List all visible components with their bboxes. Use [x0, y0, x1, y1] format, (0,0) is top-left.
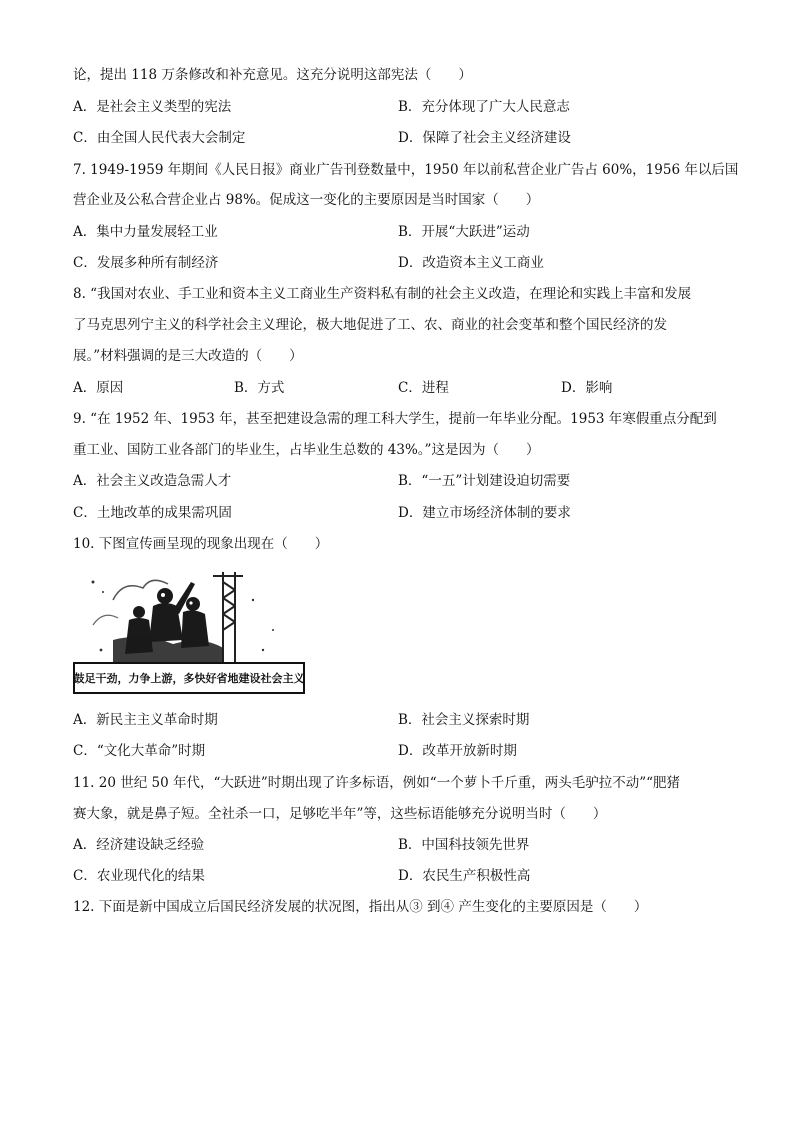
q9-option-a[interactable]: A．社会主义改造急需人才 [73, 473, 232, 489]
poster-caption: 鼓足干劲，力争上游，多快好省地建设社会主义 [73, 672, 305, 685]
q6-option-c[interactable]: C．由全国人民代表大会制定 [73, 130, 246, 146]
q8-stem-line-1: 8. “我国对农业、手工业和资本主义工商业生产资料私有制的社会主义改造，在理论和实践上丰富和发展 [73, 286, 692, 302]
q10-option-c[interactable]: C．“文化大革命”时期 [73, 743, 206, 759]
q11-stem-line-2: 赛大象，就是鼻子短。全社杀一口，足够吃半年”等，这些标语能够充分说明当时（ ） [73, 806, 607, 822]
q6-stem: 论，提出 118 万条修改和补充意见。这充分说明这部宪法（ ） [73, 67, 472, 83]
q7-stem-line-2: 营企业及公私合营企业占 98%。促成这一变化的主要原因是当时国家（ ） [73, 192, 540, 208]
q7-option-d[interactable]: D．改造资本主义工商业 [398, 255, 544, 271]
propaganda-poster [73, 570, 305, 695]
q11-option-a[interactable]: A．经济建设缺乏经验 [73, 837, 205, 853]
q11-option-b[interactable]: B．中国科技领先世界 [398, 837, 530, 853]
q10-option-a[interactable]: A．新民主主义革命时期 [73, 712, 218, 728]
poster-caption-box [73, 662, 305, 694]
q11-option-c[interactable]: C．农业现代化的结果 [73, 868, 205, 884]
q9-stem-line-1: 9. “在 1952 年、1953 年，甚至把建设急需的理工科大学生，提前一年毕业分配。1953 年寒假重点分配到 [73, 411, 717, 427]
q10-option-d[interactable]: D．改革开放新时期 [398, 743, 517, 759]
q11-option-d[interactable]: D．农民生产积极性高 [398, 868, 531, 884]
q8-stem-line-3: 展。”材料强调的是三大改造的（ ） [73, 348, 303, 364]
q9-option-c[interactable]: C．土地改革的成果需巩固 [73, 505, 232, 521]
q7-option-b[interactable]: B．开展“大跃进”运动 [398, 224, 530, 240]
q7-stem-line-1: 7. 1949-1959 年期间《人民日报》商业广告刊登数量中，1950 年以前私营企业广告占 60%，1956 年以后国 [73, 162, 739, 178]
q9-stem-line-2: 重工业、国防工业各部门的毕业生，占毕业生总数的 43%。”这是因为（ ） [73, 442, 540, 458]
q9-option-d[interactable]: D．建立市场经济体制的要求 [398, 505, 571, 521]
q10-option-b[interactable]: B．社会主义探索时期 [398, 712, 530, 728]
q6-option-a[interactable]: A．是社会主义类型的宪法 [73, 99, 232, 115]
poster-illustration [73, 570, 305, 662]
q12-stem: 12. 下面是新中国成立后国民经济发展的状况图，指出从③ 到④ 产生变化的主要原因是（ ） [73, 899, 648, 915]
q10-stem: 10. 下图宣传画呈现的现象出现在（ ） [73, 536, 329, 552]
q8-option-d[interactable]: D．影响 [561, 380, 613, 396]
q8-option-c[interactable]: C．进程 [398, 380, 449, 396]
q8-option-b[interactable]: B．方式 [234, 380, 285, 396]
q9-option-b[interactable]: B．“一五”计划建设迫切需要 [398, 473, 571, 489]
q11-stem-line-1: 11. 20 世纪 50 年代，“大跃进”时期出现了许多标语，例如“一个萝卜千斤重，两头毛驴拉不动”“肥猪 [73, 775, 680, 791]
q8-stem-line-2: 了马克思列宁主义的科学社会主义理论，极大地促进了工、农、商业的社会变革和整个国民经济的发 [73, 317, 667, 333]
q6-option-b[interactable]: B．充分体现了广大人民意志 [398, 99, 570, 115]
q7-option-a[interactable]: A．集中力量发展轻工业 [73, 224, 218, 240]
q8-option-a[interactable]: A．原因 [73, 380, 124, 396]
q7-option-c[interactable]: C．发展多种所有制经济 [73, 255, 219, 271]
q6-option-d[interactable]: D．保障了社会主义经济建设 [398, 130, 571, 146]
